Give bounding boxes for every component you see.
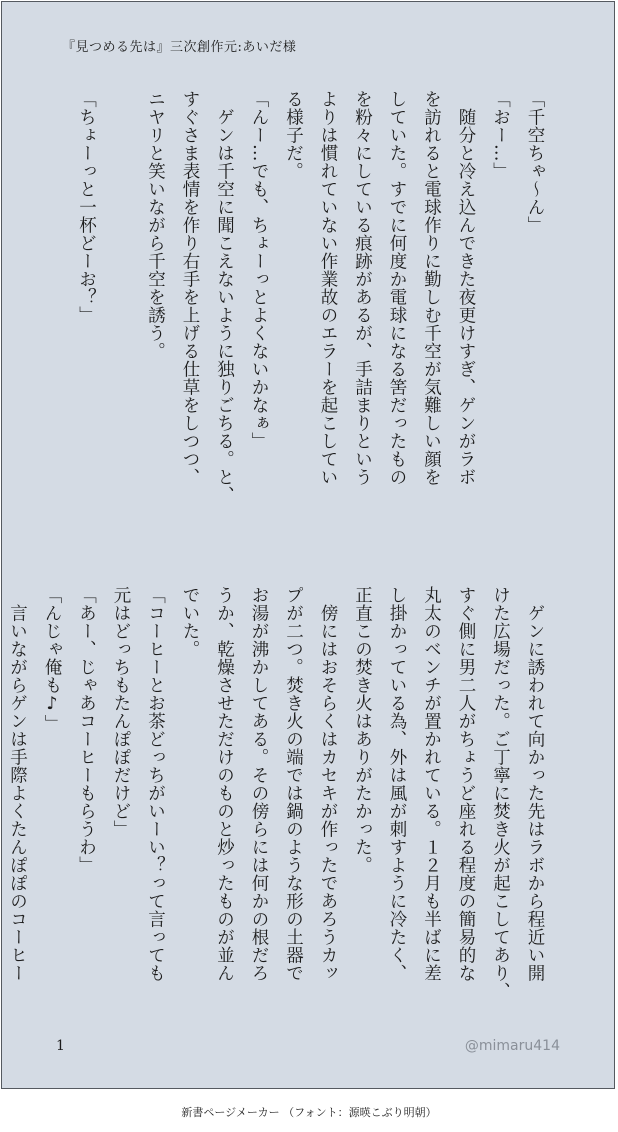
- author-handle: @mimaru414: [464, 1038, 560, 1054]
- novel-page: [1, 1, 615, 1089]
- upper-paragraph: 「千空ちゃ〜ん」 「おー…」 随分と冷え込んできた夜更けすぎ、ゲンがラボ を訪れると電球作りに勤しむ千空が気難しい顔を していた。すでに何度か電球になる筈だったもの を粉々にしている痕跡があるが、手詰まりという よりは慣れていない作業故のエラーを起こしてい る様子だ。 「んー…でも、ちょーっとよくないかなぁ」 ゲンは千空に聞こえないように独りごちる。と、 すぐさま表情を作り右手を上げる仕草をしつつ、 ニヤリと笑いながら千空を誘う。 「ちょーっと一杯どーお？」: [76, 90, 545, 504]
- lower-paragraph: ゲンに誘われて向かった先はラボから程近い開 けた広場だった。ご丁寧に焚き火が起こしてあり、 すぐ側に男二人がちょうど座れる程度の簡易的な 丸太のベンチが置かれている。１２月も半ばに差 し掛かっている為、外は風が刺すように冷たく、 正直この焚き火はありがたかった。 傍にはおそらくはカセキが作ったであろうカッ プが二つ。焚き火の端では鍋のような形の土器で お湯が沸かしてある。その傍らには何かの根だろ うか、乾燥させただけのものと炒ったものが並ん でいた。 「コーヒーとお茶どっちがいーい？って言っても 元はどっちもたんぽぽだけど」 「あー、じゃあコーヒーもらうわ」 「んじゃ俺も♪」 言いながらゲンは手際よくたんぽぽのコーヒー: [7, 586, 545, 1000]
- page-number: 1: [56, 1038, 65, 1054]
- page-header-title: 『見つめる先は』三次創作元:あいだ様: [62, 40, 297, 55]
- generator-credit: 新書ページメーカー （フォント：源暎こぶり明朝）: [181, 1106, 437, 1119]
